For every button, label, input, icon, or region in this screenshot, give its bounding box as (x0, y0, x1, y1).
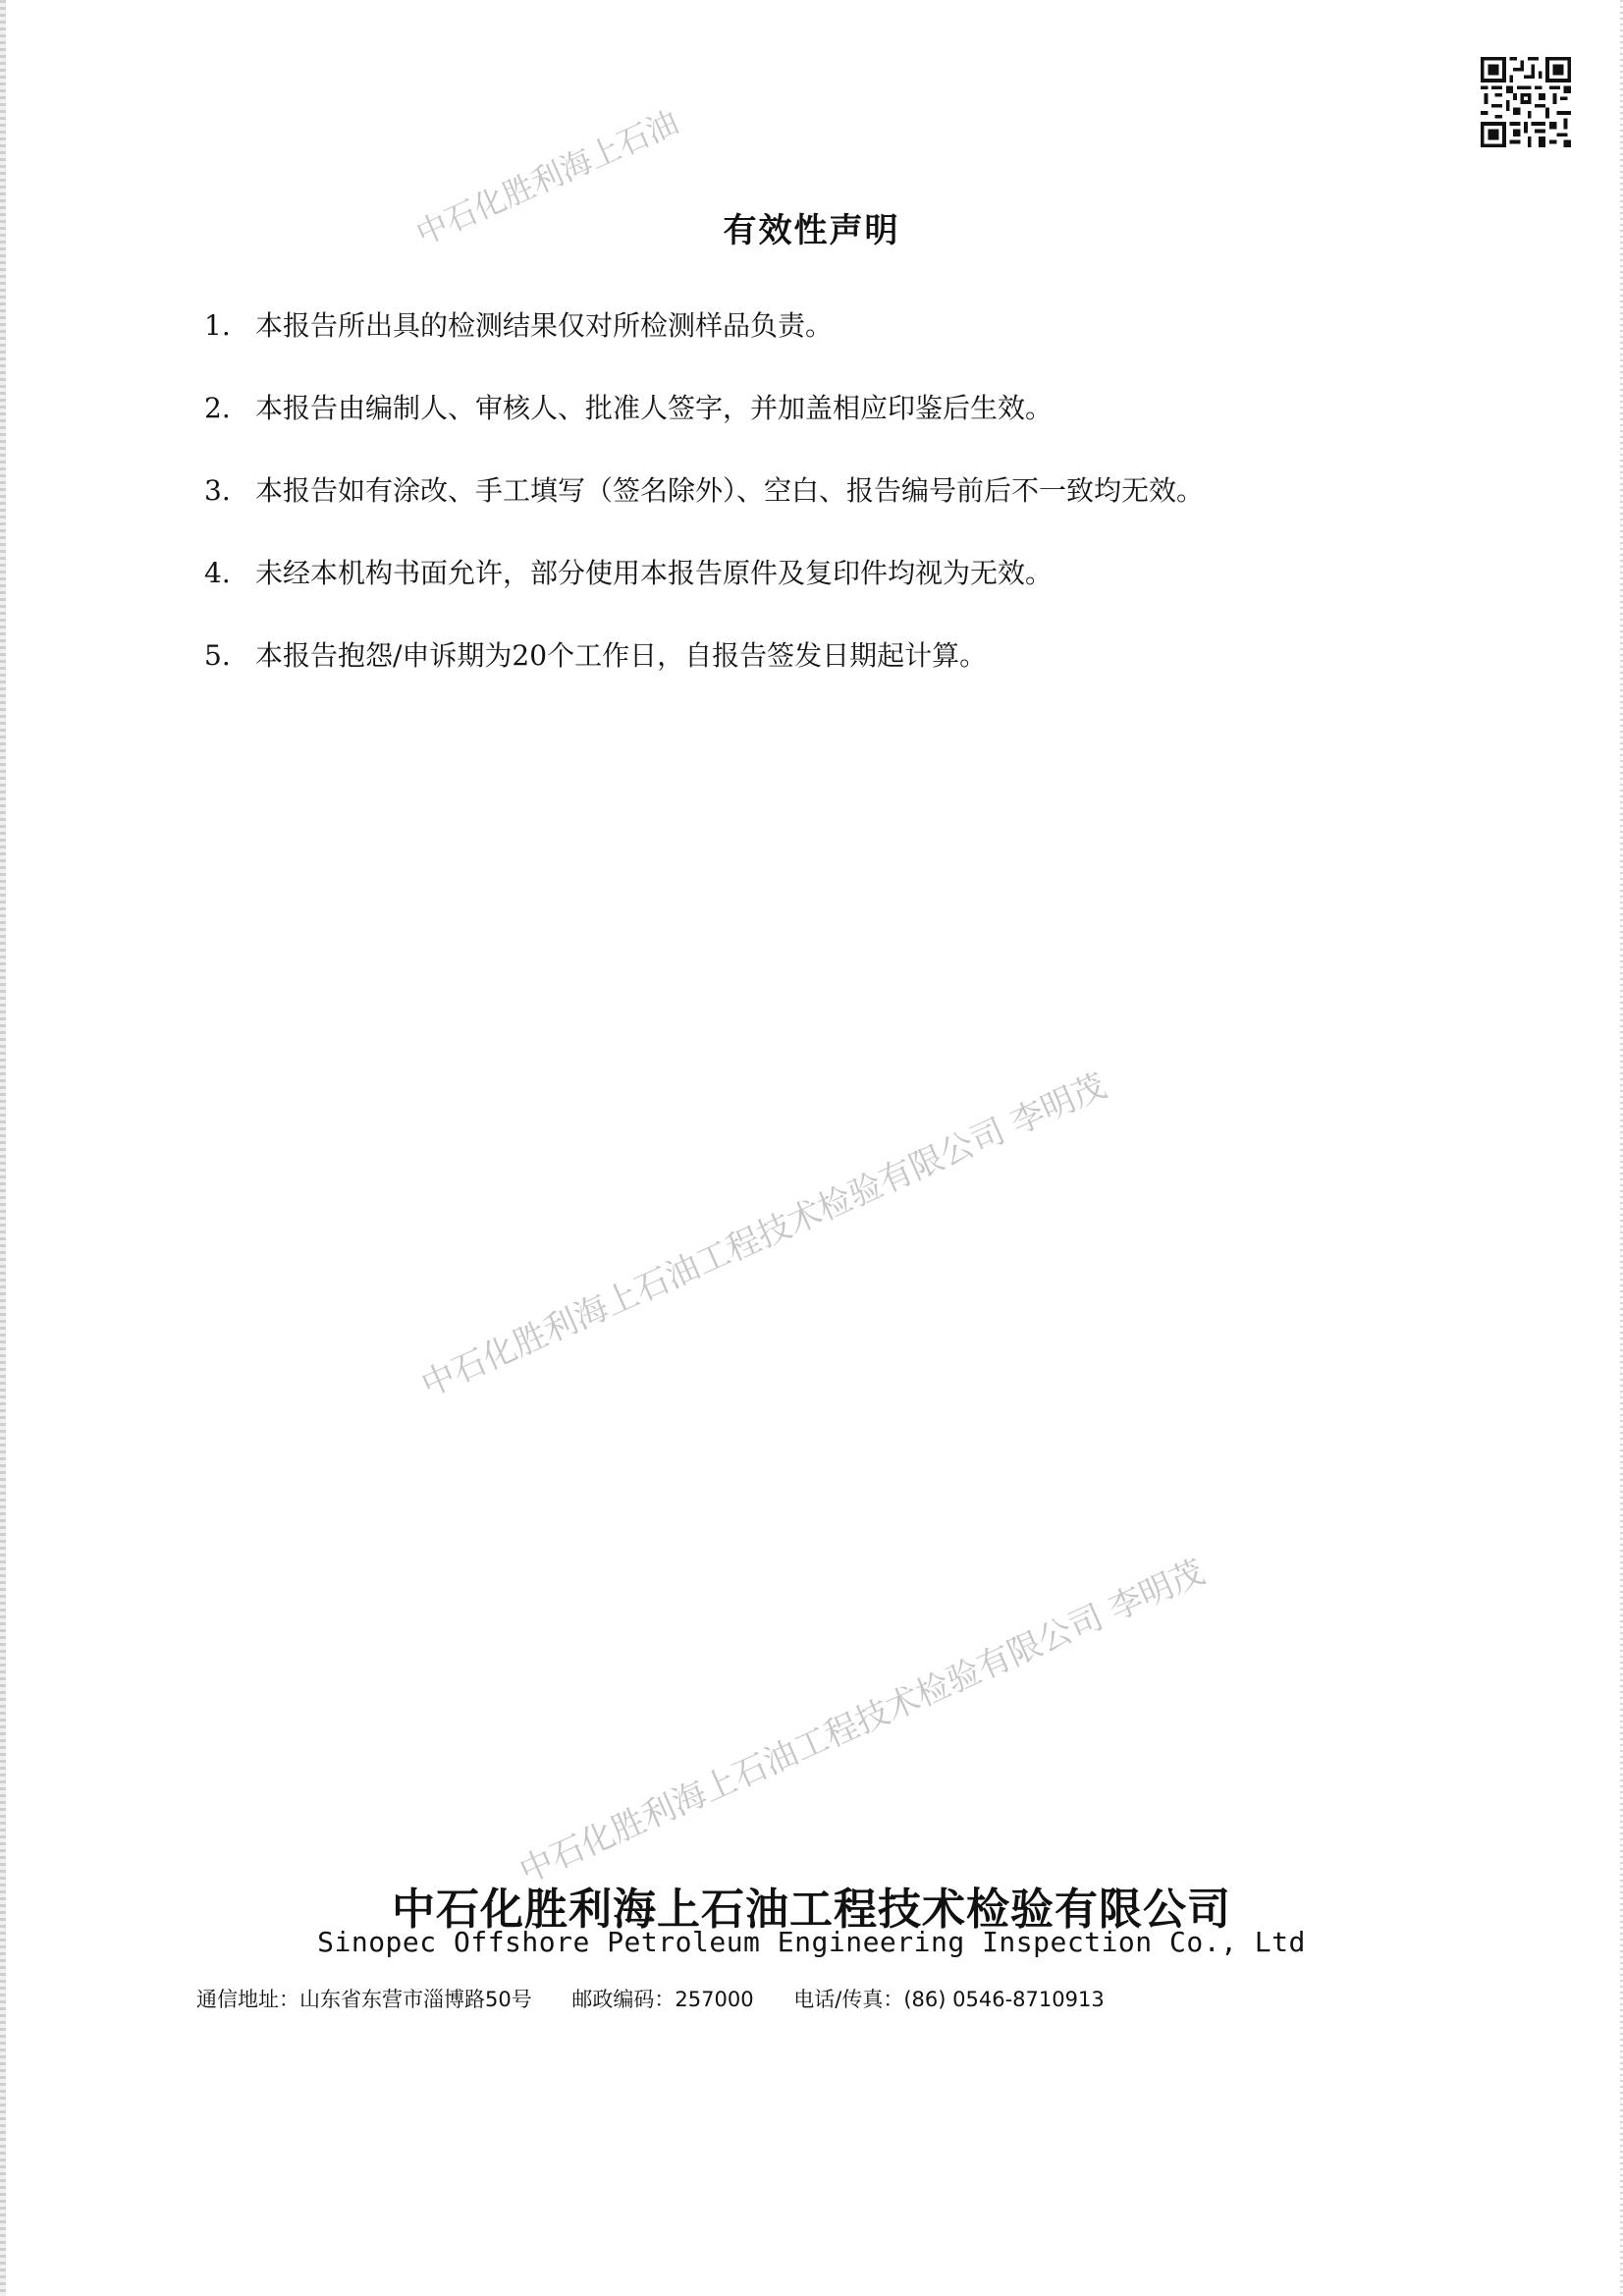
item-number: 2. (204, 392, 231, 424)
item-text: 本报告由编制人、审核人、批准人签字，并加盖相应印鉴后生效。 (255, 392, 1054, 424)
watermark-lower: 中石化胜利海上石油工程技术检验有限公司 李明茂 (514, 1552, 1211, 1891)
item-number: 4. (204, 557, 231, 589)
phone-text: 电话/传真：(86) 0546-8710913 (793, 1988, 1105, 2011)
postcode-text: 邮政编码：257000 (571, 1988, 754, 2011)
list-item (204, 471, 1481, 554)
page-title: 有效性声明 (723, 211, 900, 250)
list-item (204, 636, 1481, 719)
item-text: 本报告如有涂改、手工填写（签名除外）、空白、报告编号前后不一致均无效。 (255, 474, 1205, 507)
contact-line (196, 1984, 1138, 2013)
watermark-middle: 中石化胜利海上石油工程技术检验有限公司 李明茂 (415, 1066, 1112, 1405)
list-item (204, 389, 1481, 471)
item-number: 1. (204, 309, 231, 342)
watermark-top: 中石化胜利海上石油 (410, 103, 684, 253)
item-number: 5. (204, 639, 231, 672)
list-item (204, 306, 1481, 389)
item-text: 本报告所出具的检测结果仅对所检测样品负责。 (255, 309, 834, 342)
item-number: 3. (204, 474, 231, 507)
address-text: 通信地址：山东省东营市淄博路50号 (196, 1988, 532, 2011)
list-item (204, 554, 1481, 636)
item-text: 本报告抱怨/申诉期为20个工作日，自报告签发日期起计算。 (255, 639, 988, 672)
company-name-en: Sinopec Offshore Petroleum Engineering Inspection Co., Ltd (317, 1926, 1306, 1958)
statement-list (204, 306, 1481, 719)
qr-code-icon (1481, 57, 1571, 147)
company-name-cn: 中石化胜利海上石油工程技术检验有限公司 (392, 1885, 1231, 1935)
item-text: 未经本机构书面允许，部分使用本报告原件及复印件均视为无效。 (255, 557, 1054, 589)
